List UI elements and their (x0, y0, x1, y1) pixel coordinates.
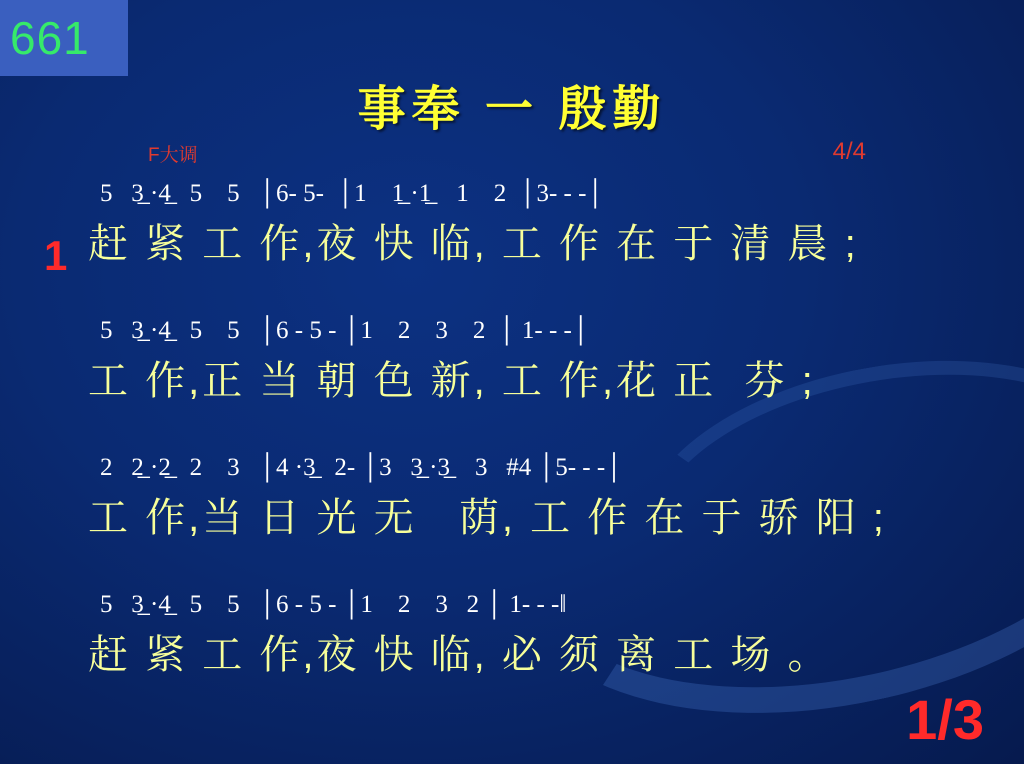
lyrics-row: 赶 紧 工 作,夜 快 临, 工 作 在 于 清 晨 ; (88, 222, 859, 266)
notation-row: 2 2̲ ·2̲ 2 3 │4 ·3̲ 2- │3 3̲ ·3̲ 3 #4 │5- - -│ (100, 454, 623, 481)
lyrics-row: 工 作,当 日 光 无 荫, 工 作 在 于 骄 阳 ; (88, 496, 887, 540)
music-lines (0, 180, 1024, 728)
page-indicator: 1/3 (906, 688, 984, 751)
notation-row: 5 3̲ ·4̲ 5 5 │6 - 5 - │1 2 3 2 │ 1- - -‖ (100, 591, 567, 618)
music-line (0, 317, 1024, 442)
key-signature-label: F大调 (148, 145, 198, 166)
lyrics-row: 工 作,正 当 朝 色 新, 工 作,花 正 芬 ; (88, 359, 816, 403)
music-line (0, 180, 1024, 305)
notation-row: 5 3̲ ·4̲ 5 5 │6- 5- │1 1̲ ·1̲ 1 2 │3- - -│ (100, 180, 605, 207)
page-title: 事奉 一 殷勤 (357, 83, 667, 136)
time-signature-label: 4/4 (832, 138, 866, 165)
music-line (0, 454, 1024, 579)
notation-row: 5 3̲ ·4̲ 5 5 │6 - 5 - │1 2 3 2 │ 1- - -│ (100, 317, 590, 344)
hymn-number-badge: 661 (0, 0, 128, 76)
lyrics-row: 赶 紧 工 作,夜 快 临, 必 须 离 工 场 。 (88, 633, 831, 677)
verse-number: 1 (44, 232, 68, 279)
music-line (0, 591, 1024, 716)
